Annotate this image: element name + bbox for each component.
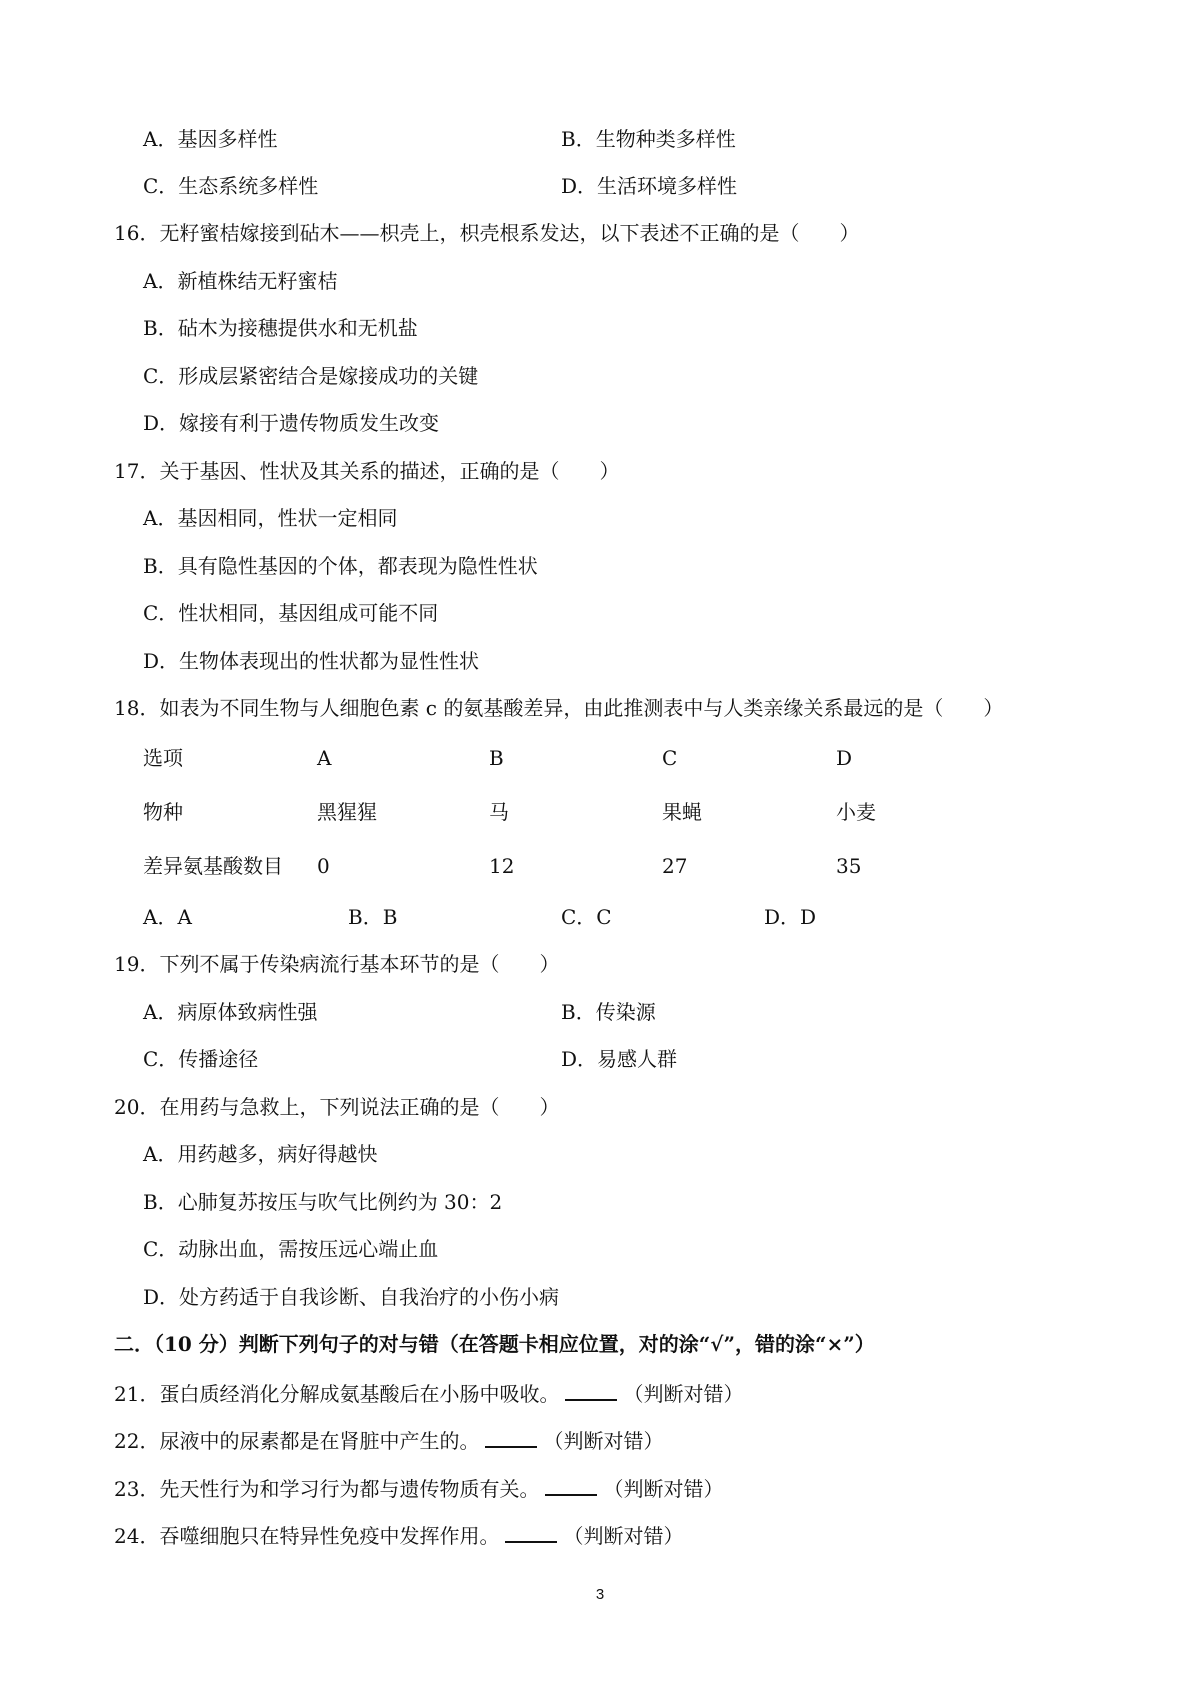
q23-suffix: （判断对错）	[603, 1477, 724, 1501]
q18-option-d: D．D	[764, 905, 817, 929]
q17-option-d: D．生物体表现出的性状都为显性性状	[143, 649, 480, 673]
table-cell: 物种	[143, 800, 183, 824]
table-cell: 黑猩猩	[317, 800, 377, 824]
table-cell: 果蝇	[662, 800, 702, 824]
q20-stem: 20．在用药与急救上，下列说法正确的是（ ）	[114, 1095, 560, 1119]
table-cell: 马	[489, 800, 509, 824]
q15-option-b: B．生物种类多样性	[561, 127, 736, 151]
table-header-cell: D	[836, 746, 853, 770]
section-2-heading: 二．（10 分）判断下列句子的对与错（在答题卡相应位置，对的涂“√”，错的涂“×”）	[114, 1332, 875, 1356]
q16-option-b: B．砧木为接穗提供水和无机盐	[143, 316, 418, 340]
table-cell: 小麦	[836, 800, 876, 824]
q18-option-b: B．B	[348, 905, 398, 929]
q18-option-a: A．A	[143, 905, 192, 929]
q17-option-a: A．基因相同，性状一定相同	[143, 506, 398, 530]
q20-option-a: A．用药越多，病好得越快	[143, 1142, 378, 1166]
q23-text: 23．先天性行为和学习行为都与遗传物质有关。	[114, 1477, 540, 1501]
table-cell: 12	[489, 854, 515, 878]
q16-option-a: A．新植株结无籽蜜桔	[143, 269, 338, 293]
q21-suffix: （判断对错）	[623, 1382, 744, 1406]
q18-stem: 18．如表为不同生物与人细胞色素 c 的氨基酸差异，由此推测表中与人类亲缘关系最远的是（ ）	[114, 696, 1004, 720]
q20-option-c: C．动脉出血，需按压远心端止血	[143, 1237, 439, 1261]
q19-option-b: B．传染源	[561, 1000, 656, 1024]
table-header-cell: B	[489, 746, 504, 770]
q17-option-c: C．性状相同，基因组成可能不同	[143, 601, 439, 625]
q24-suffix: （判断对错）	[563, 1524, 684, 1548]
q16-option-c: C．形成层紧密结合是嫁接成功的关键	[143, 364, 479, 388]
page-number: 3	[595, 1586, 605, 1603]
q15-option-c: C．生态系统多样性	[143, 174, 319, 198]
q18-option-c: C．C	[561, 905, 612, 929]
table-cell: 0	[317, 854, 330, 878]
q23	[114, 1474, 723, 1502]
answer-blank	[485, 1426, 537, 1448]
table-cell: 27	[662, 854, 688, 878]
q16-stem: 16．无籽蜜桔嫁接到砧木——枳壳上，枳壳根系发达，以下表述不正确的是（ ）	[114, 221, 860, 245]
table-cell: 35	[836, 854, 862, 878]
q20-option-d: D．处方药适于自我诊断、自我治疗的小伤小病	[143, 1285, 560, 1309]
answer-blank	[505, 1521, 557, 1543]
table-header-cell: C	[662, 746, 678, 770]
q24	[114, 1521, 683, 1549]
q15-option-a: A．基因多样性	[143, 127, 278, 151]
q21	[114, 1379, 743, 1407]
q24-text: 24．吞噬细胞只在特异性免疫中发挥作用。	[114, 1524, 500, 1548]
q15-option-d: D．生活环境多样性	[561, 174, 738, 198]
table-header-cell: 选项	[143, 746, 183, 770]
q19-option-d: D．易感人群	[561, 1047, 678, 1071]
q19-option-c: C．传播途径	[143, 1047, 259, 1071]
q21-text: 21．蛋白质经消化分解成氨基酸后在小肠中吸收。	[114, 1382, 560, 1406]
q22-text: 22．尿液中的尿素都是在肾脏中产生的。	[114, 1429, 480, 1453]
table-header-cell: A	[317, 746, 332, 770]
answer-blank	[545, 1474, 597, 1496]
table-cell: 差异氨基酸数目	[143, 854, 283, 878]
q22	[114, 1426, 663, 1454]
answer-blank	[565, 1379, 617, 1401]
q20-option-b: B．心肺复苏按压与吹气比例约为 30：2	[143, 1190, 503, 1214]
q17-stem: 17．关于基因、性状及其关系的描述，正确的是（ ）	[114, 459, 620, 483]
q19-option-a: A．病原体致病性强	[143, 1000, 318, 1024]
q22-suffix: （判断对错）	[543, 1429, 664, 1453]
q16-option-d: D．嫁接有利于遗传物质发生改变	[143, 411, 440, 435]
q17-option-b: B．具有隐性基因的个体，都表现为隐性性状	[143, 554, 538, 578]
q19-stem: 19．下列不属于传染病流行基本环节的是（ ）	[114, 952, 560, 976]
